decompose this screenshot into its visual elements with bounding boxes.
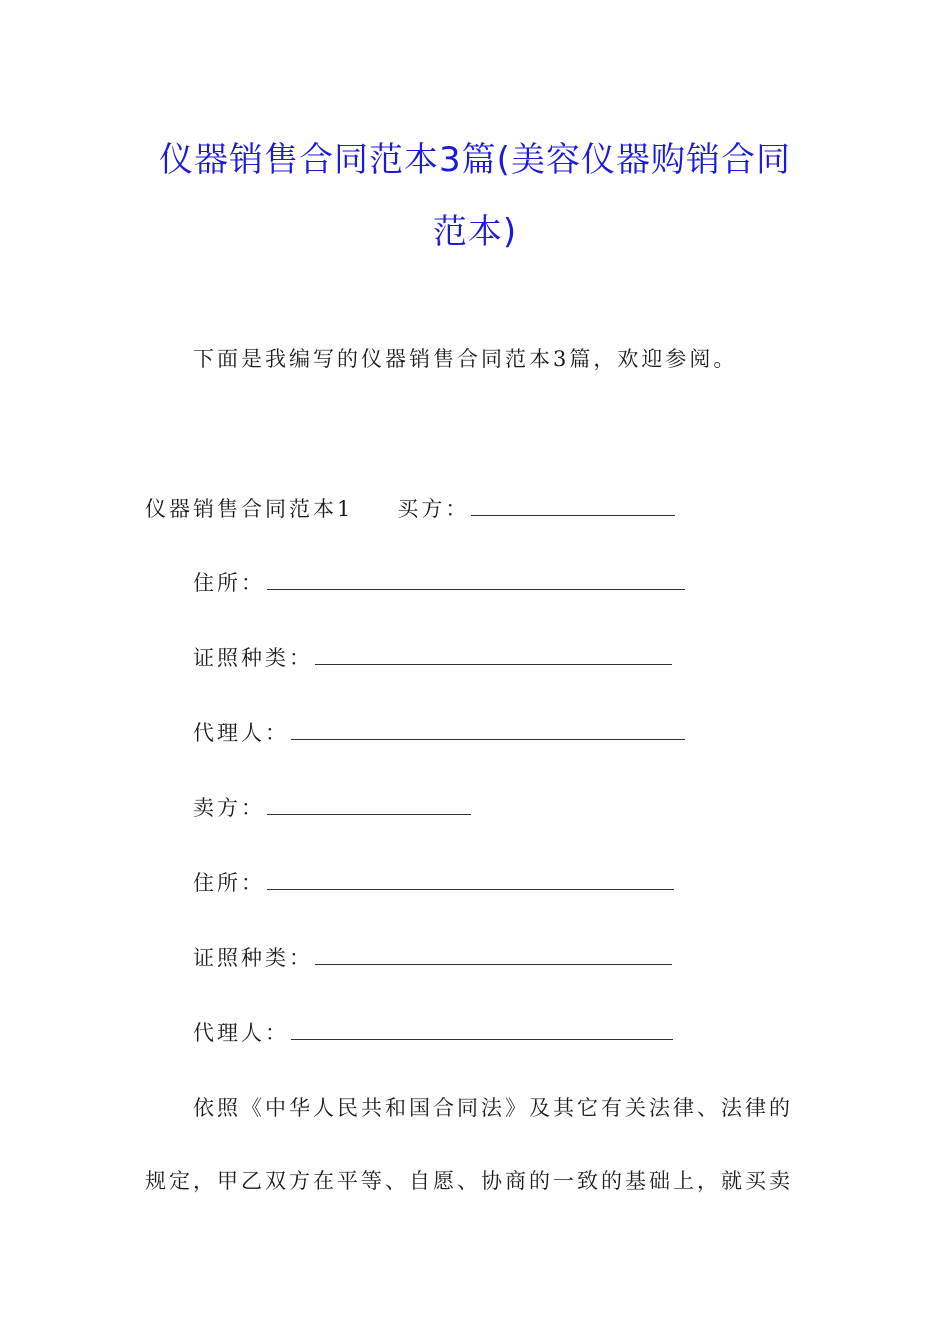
buyer-address-blank[interactable] xyxy=(267,569,685,590)
section-heading: 仪器销售合同范本1 xyxy=(145,497,354,521)
buyer-address-row xyxy=(193,568,685,598)
seller-agent-label: 代理人： xyxy=(193,1021,289,1045)
seller-address-label: 住所： xyxy=(193,871,265,895)
buyer-row xyxy=(145,494,675,524)
seller-blank[interactable] xyxy=(267,794,471,815)
buyer-address-label: 住所： xyxy=(193,571,265,595)
seller-agent-row xyxy=(193,1018,673,1048)
body-paragraph-line-2: 规定，甲乙双方在平等、自愿、协商的一致的基础上，就买卖 xyxy=(145,1169,793,1193)
seller-license-row xyxy=(193,943,672,973)
seller-license-blank[interactable] xyxy=(315,944,672,965)
buyer-agent-blank[interactable] xyxy=(291,719,685,740)
buyer-license-label: 证照种类： xyxy=(193,646,313,670)
seller-address-row xyxy=(193,868,674,898)
buyer-license-blank[interactable] xyxy=(315,644,672,665)
document-title-line-2: 范本) xyxy=(432,212,518,252)
buyer-license-row xyxy=(193,643,672,673)
seller-address-blank[interactable] xyxy=(267,869,674,890)
seller-label: 卖方： xyxy=(193,796,265,820)
buyer-agent-row xyxy=(193,718,685,748)
buyer-agent-label: 代理人： xyxy=(193,721,289,745)
buyer-blank[interactable] xyxy=(471,495,675,516)
seller-row xyxy=(193,793,471,823)
intro-paragraph: 下面是我编写的仪器销售合同范本3篇，欢迎参阅。 xyxy=(193,347,738,371)
buyer-label: 买方： xyxy=(397,497,470,521)
seller-agent-blank[interactable] xyxy=(291,1019,673,1040)
body-paragraph-line-1: 依照《中华人民共和国合同法》及其它有关法律、法律的 xyxy=(193,1096,793,1120)
document-title-line-1: 仪器销售合同范本3篇(美容仪器购销合同 xyxy=(159,140,791,180)
seller-license-label: 证照种类： xyxy=(193,946,313,970)
